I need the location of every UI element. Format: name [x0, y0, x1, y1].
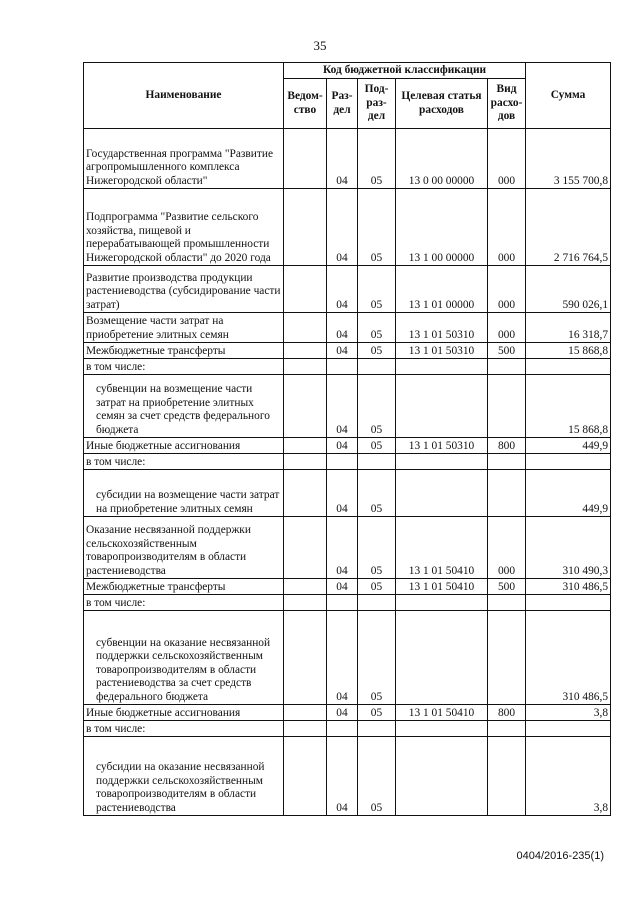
cell-amount: 449,9: [526, 470, 611, 517]
cell-subsection: 05: [358, 313, 396, 343]
header-name: Наименование: [84, 63, 284, 129]
cell-subsection: 05: [358, 517, 396, 579]
cell-type: [488, 454, 526, 470]
cell-amount: 310 490,3: [526, 517, 611, 579]
budget-table: [83, 62, 611, 816]
cell-subsection: 05: [358, 129, 396, 189]
cell-type: 800: [488, 438, 526, 454]
cell-amount: 590 026,1: [526, 266, 611, 313]
cell-amount: 15 868,8: [526, 343, 611, 359]
cell-section: [327, 595, 358, 611]
footer-code: 0404/2016-235(1): [516, 850, 604, 862]
cell-target: 13 1 01 50410: [396, 517, 488, 579]
cell-target: [396, 737, 488, 816]
cell-name: в том числе:: [84, 721, 284, 737]
cell-subsection: 05: [358, 579, 396, 595]
cell-dept: [284, 266, 327, 313]
cell-name: Иные бюджетные ассигнования: [84, 438, 284, 454]
cell-name: субсидии на возмещение части затрат на приобретение элитных семян: [84, 470, 284, 517]
table-row: [84, 266, 611, 313]
cell-amount: [526, 359, 611, 375]
cell-type: 000: [488, 189, 526, 266]
cell-section: 04: [327, 470, 358, 517]
cell-section: 04: [327, 343, 358, 359]
cell-type: 500: [488, 343, 526, 359]
cell-amount: 310 486,5: [526, 579, 611, 595]
table-row: [84, 470, 611, 517]
cell-subsection: [358, 454, 396, 470]
cell-subsection: [358, 359, 396, 375]
header-section: Раз-дел: [327, 79, 358, 129]
page-number: 35: [313, 38, 327, 53]
cell-dept: [284, 129, 327, 189]
header-dept: Ведом-ство: [284, 79, 327, 129]
cell-subsection: [358, 595, 396, 611]
cell-type: 000: [488, 517, 526, 579]
cell-amount: 15 868,8: [526, 375, 611, 438]
header-target: Целевая статья расходов: [396, 79, 488, 129]
cell-target: [396, 721, 488, 737]
table-row: [84, 454, 611, 470]
cell-type: 000: [488, 266, 526, 313]
cell-amount: 310 486,5: [526, 611, 611, 705]
cell-name: Оказание несвязанной поддержки сельскохозяйственным товаропроизводителям в области растениеводства: [84, 517, 284, 579]
cell-dept: [284, 343, 327, 359]
header-type: Вид расхо-дов: [488, 79, 526, 129]
table-row: [84, 343, 611, 359]
header-amount: Сумма: [526, 63, 611, 129]
cell-name: в том числе:: [84, 454, 284, 470]
cell-section: 04: [327, 266, 358, 313]
cell-section: [327, 454, 358, 470]
cell-name: Межбюджетные трансферты: [84, 343, 284, 359]
cell-subsection: 05: [358, 737, 396, 816]
cell-dept: [284, 579, 327, 595]
cell-dept: [284, 737, 327, 816]
cell-amount: [526, 595, 611, 611]
cell-type: [488, 359, 526, 375]
cell-target: 13 1 01 50410: [396, 579, 488, 595]
cell-amount: 16 318,7: [526, 313, 611, 343]
cell-amount: [526, 454, 611, 470]
cell-subsection: 05: [358, 470, 396, 517]
cell-target: [396, 359, 488, 375]
cell-dept: [284, 375, 327, 438]
cell-section: 04: [327, 705, 358, 721]
cell-subsection: 05: [358, 189, 396, 266]
cell-name: Подпрограмма "Развитие сельского хозяйства, пищевой и перерабатывающей промышленности Нижегородской области" до 2020 года: [84, 189, 284, 266]
table-row: [84, 579, 611, 595]
table-row: [84, 313, 611, 343]
cell-subsection: 05: [358, 705, 396, 721]
cell-dept: [284, 189, 327, 266]
table-row: [84, 129, 611, 189]
cell-type: [488, 470, 526, 517]
cell-target: 13 1 01 50410: [396, 705, 488, 721]
cell-target: [396, 470, 488, 517]
cell-section: 04: [327, 611, 358, 705]
cell-target: 13 0 00 00000: [396, 129, 488, 189]
header-subsection: Под-раз-дел: [358, 79, 396, 129]
cell-section: 04: [327, 129, 358, 189]
cell-section: 04: [327, 579, 358, 595]
cell-name: Межбюджетные трансферты: [84, 579, 284, 595]
cell-name: в том числе:: [84, 595, 284, 611]
table-row: [84, 705, 611, 721]
cell-amount: 449,9: [526, 438, 611, 454]
cell-section: 04: [327, 517, 358, 579]
cell-target: 13 1 01 50310: [396, 343, 488, 359]
cell-name: Возмещение части затрат на приобретение элитных семян: [84, 313, 284, 343]
table-row: [84, 375, 611, 438]
cell-name: субвенции на возмещение части затрат на приобретение элитных семян за счет средств федерального бюджета: [84, 375, 284, 438]
cell-type: [488, 721, 526, 737]
cell-subsection: 05: [358, 266, 396, 313]
cell-amount: [526, 721, 611, 737]
table-body: [84, 129, 611, 816]
cell-target: 13 1 01 50310: [396, 313, 488, 343]
cell-subsection: 05: [358, 611, 396, 705]
cell-target: 13 1 01 50310: [396, 438, 488, 454]
table-row: [84, 611, 611, 705]
table-row: [84, 595, 611, 611]
cell-type: [488, 737, 526, 816]
table-row: [84, 517, 611, 579]
cell-type: [488, 595, 526, 611]
cell-subsection: 05: [358, 343, 396, 359]
cell-dept: [284, 454, 327, 470]
cell-target: [396, 611, 488, 705]
cell-type: 800: [488, 705, 526, 721]
table-row: [84, 737, 611, 816]
cell-amount: 3,8: [526, 737, 611, 816]
cell-section: 04: [327, 375, 358, 438]
cell-dept: [284, 721, 327, 737]
cell-dept: [284, 611, 327, 705]
cell-section: 04: [327, 313, 358, 343]
cell-name: Государственная программа "Развитие агропромышленного комплекса Нижегородской области": [84, 129, 284, 189]
cell-name: субсидии на оказание несвязанной поддержки сельскохозяйственным товаропроизводителям в области растениеводства: [84, 737, 284, 816]
cell-type: 000: [488, 129, 526, 189]
cell-dept: [284, 595, 327, 611]
cell-section: [327, 359, 358, 375]
table-row: [84, 359, 611, 375]
cell-target: [396, 375, 488, 438]
cell-target: [396, 454, 488, 470]
cell-name: Развитие производства продукции растениеводства (субсидирование части затрат): [84, 266, 284, 313]
cell-section: [327, 721, 358, 737]
cell-type: 000: [488, 313, 526, 343]
cell-type: 500: [488, 579, 526, 595]
cell-section: 04: [327, 737, 358, 816]
cell-dept: [284, 517, 327, 579]
cell-amount: 2 716 764,5: [526, 189, 611, 266]
table-row: [84, 721, 611, 737]
cell-amount: 3,8: [526, 705, 611, 721]
cell-section: 04: [327, 438, 358, 454]
cell-name: Иные бюджетные ассигнования: [84, 705, 284, 721]
cell-subsection: [358, 721, 396, 737]
table-row: [84, 189, 611, 266]
cell-dept: [284, 470, 327, 517]
cell-subsection: 05: [358, 438, 396, 454]
cell-target: [396, 595, 488, 611]
cell-subsection: 05: [358, 375, 396, 438]
cell-name: в том числе:: [84, 359, 284, 375]
cell-target: 13 1 00 00000: [396, 189, 488, 266]
cell-dept: [284, 359, 327, 375]
cell-type: [488, 375, 526, 438]
cell-dept: [284, 705, 327, 721]
cell-name: субвенции на оказание несвязанной поддержки сельскохозяйственным товаропроизводителям в области растениеводства за счет средств федерального бюджета: [84, 611, 284, 705]
cell-section: 04: [327, 189, 358, 266]
header-code-group: Код бюджетной классификации: [284, 63, 526, 79]
cell-amount: 3 155 700,8: [526, 129, 611, 189]
cell-dept: [284, 313, 327, 343]
table-row: [84, 438, 611, 454]
cell-dept: [284, 438, 327, 454]
cell-type: [488, 611, 526, 705]
cell-target: 13 1 01 00000: [396, 266, 488, 313]
